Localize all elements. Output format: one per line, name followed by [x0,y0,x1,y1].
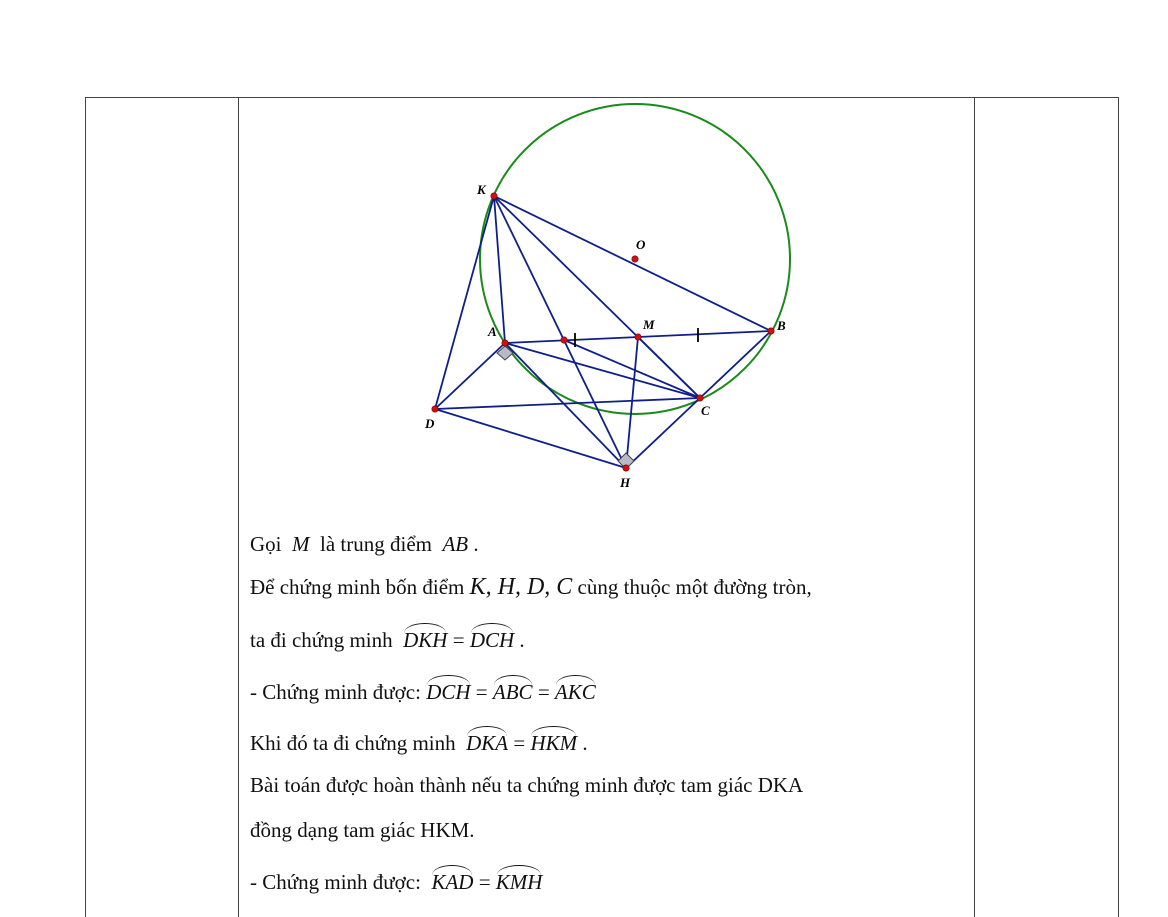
point-O [632,256,638,262]
line-4: - Chứng minh được: DCH = ABC = AKC [250,680,596,704]
label-B: B [777,318,786,333]
geometry-figure [400,100,820,500]
point-H [623,465,629,471]
table-top-border [85,97,1119,98]
label-K: K [477,182,486,197]
line-3: ta đi chứng minh DKH = DCH . [250,628,525,652]
point-M [635,334,641,340]
segment-AD [435,343,505,409]
line-7: đồng dạng tam giác HKM. [250,818,475,842]
line-8: - Chứng minh được: KAD = KMH [250,870,543,894]
segment-KB [494,196,771,331]
segments [435,196,771,468]
table-col-border-3 [974,97,975,917]
segment-CH [626,398,700,468]
segment-MH [626,337,638,468]
table-col-border-4 [1118,97,1119,917]
line-6: Bài toán được hoàn thành nếu ta chứng minh được tam giác DKA [250,773,804,797]
segment-KA [494,196,505,343]
table-col-border-1 [85,97,86,917]
point-A [502,340,508,346]
label-M: M [643,317,655,332]
line-2: Để chứng minh bốn điểm K, H, D, C cùng thuộc một đường tròn, [250,574,812,600]
point-B [768,328,774,334]
label-D: D [425,416,435,431]
segment-KH [494,196,626,468]
label-H: H [620,475,631,490]
table-col-border-2 [238,97,239,917]
segment-BC [700,331,771,398]
segment-KD [435,196,494,409]
point-K [491,193,497,199]
label-A: A [488,324,497,339]
point-D [432,406,438,412]
point-mid-AM [561,337,567,343]
segment-mid-C [564,340,700,398]
point-C [697,395,703,401]
label-O: O [636,237,646,252]
line-1: Gọi M là trung điểm AB . [250,532,479,556]
label-C: C [701,403,710,418]
line-5: Khi đó ta đi chứng minh DKA = HKM . [250,731,588,755]
